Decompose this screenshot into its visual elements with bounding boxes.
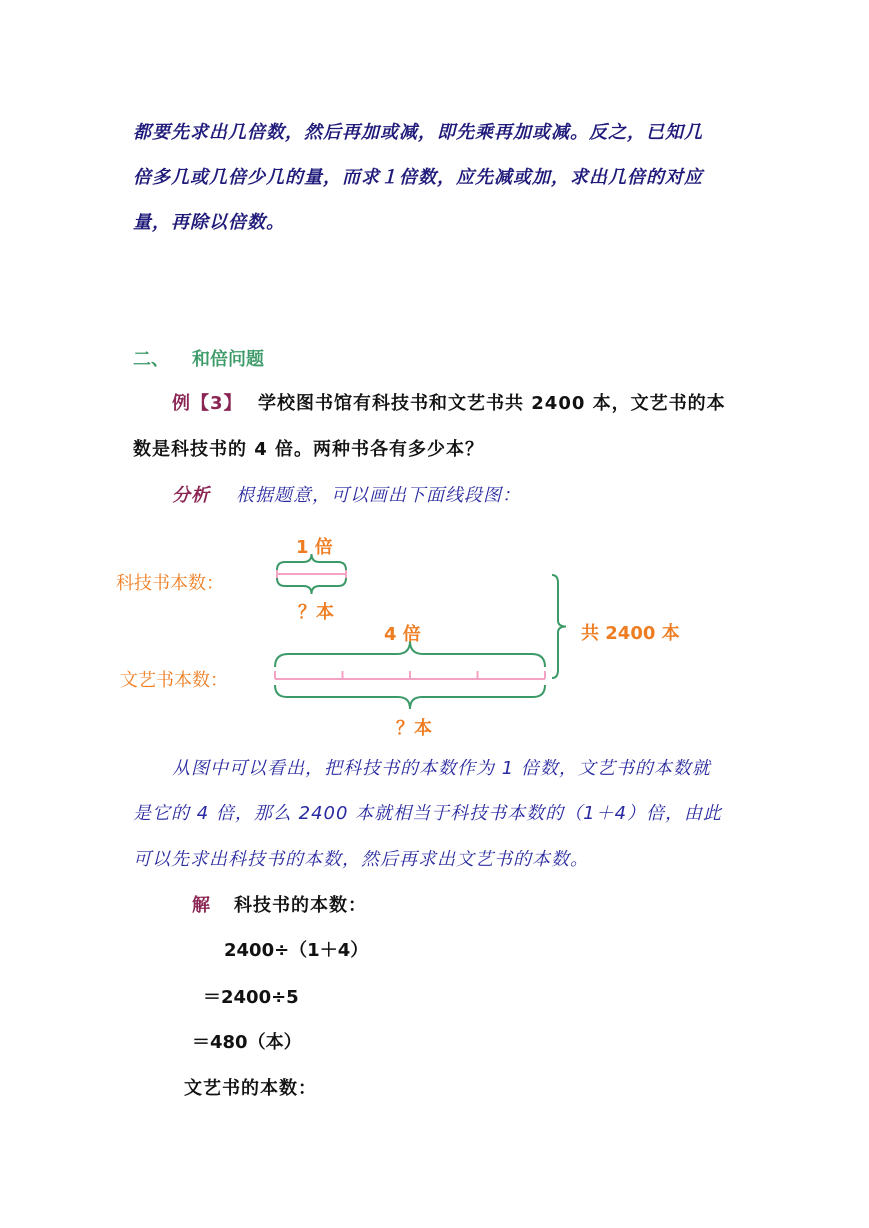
row2-bottom-label: ？本	[396, 718, 432, 739]
row1-label: 科技书本数：	[116, 573, 224, 594]
row1-bottom-brace	[277, 578, 346, 594]
row1-top-label: 1 倍	[296, 537, 333, 558]
example-tag: 例【3】	[172, 393, 243, 414]
analysis-text: 根据题意，可以画出下面线段图：	[236, 485, 521, 506]
solution-tag-text: 解	[192, 895, 211, 916]
total-label: 共 2400 本	[581, 623, 680, 644]
total-brace	[552, 575, 566, 678]
intro-line-1: 都要先求出几倍数，然后再加或减，即先乘再加或减。反之，已知几	[133, 122, 703, 143]
row1-bottom-label: ？本	[298, 602, 334, 623]
section-number: 二、	[133, 349, 169, 370]
solution-next-label: 文艺书的本数：	[184, 1078, 317, 1099]
solution-step-3: ＝480（本）	[192, 1032, 302, 1053]
intro-line-3: 量，再除以倍数。	[133, 212, 285, 233]
explanation-line-1: 从图中可以看出，把科技书的本数作为 1 倍数，文艺书的本数就	[172, 758, 711, 779]
explanation-line-2: 是它的 4 倍，那么 2400 本就相当于科技书本数的（1＋4）倍，由此	[133, 803, 723, 824]
example-line-1: 学校图书馆有科技书和文艺书共 2400 本，文艺书的本	[258, 393, 726, 414]
solution-tag	[192, 891, 211, 917]
row2-bottom-brace	[275, 685, 545, 709]
intro-line-2: 倍多几或几倍少几的量，而求１倍数，应先减或加，求出几倍的对应	[133, 167, 703, 188]
solution-label: 科技书的本数：	[234, 895, 367, 916]
row2-top-label: 4 倍	[384, 624, 421, 645]
explanation-line-3: 可以先求出科技书的本数，然后再求出文艺书的本数。	[133, 849, 589, 870]
solution-step-2: ＝2400÷5	[203, 987, 299, 1008]
solution-step-1: 2400÷（1＋4）	[224, 940, 369, 961]
section-title: 和倍问题	[192, 349, 264, 370]
row2-label: 文艺书本数：	[120, 670, 228, 691]
example-line-2: 数是科技书的 4 倍。两种书各有多少本？	[133, 439, 485, 460]
analysis-tag-text: 分析	[172, 485, 210, 506]
